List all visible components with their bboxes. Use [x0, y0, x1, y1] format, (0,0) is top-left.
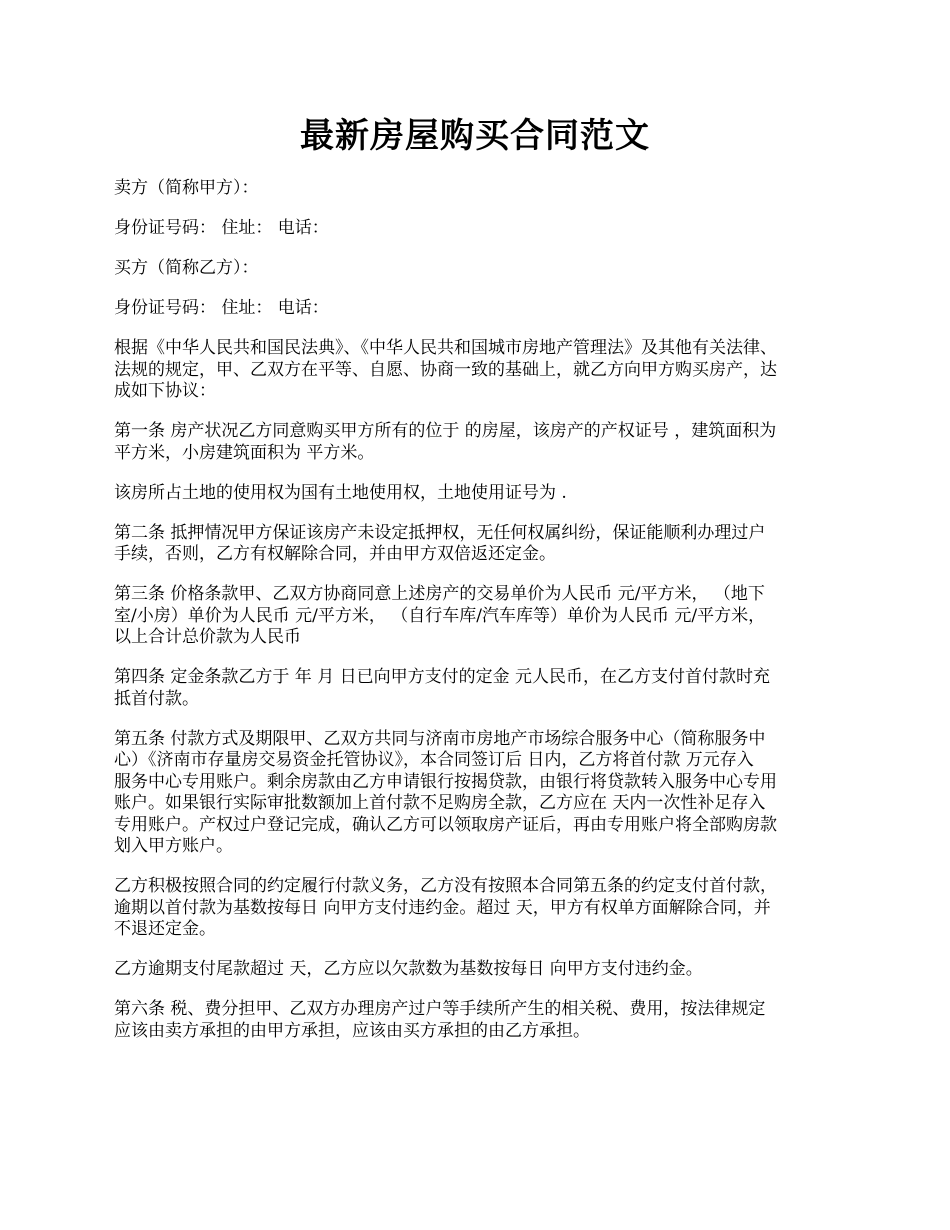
- paragraph-article-4: 第四条 定金条款乙方于 年 月 日已向甲方支付的定金 元人民币，在乙方支付首付款时充 抵首付款。: [114, 667, 771, 709]
- paragraph-preamble: 根据《中华人民共和国民法典》、《中华人民共和国城市房地产管理法》及其他有关法律、 法规的规定，甲、乙双方在平等、自愿、协商一致的基础上，就乙方向甲方购买房产，达 成如下协议：: [114, 338, 777, 401]
- paragraph-late-payment: 乙方逾期支付尾款超过 天，乙方应以欠款数为基数按每日 向甲方支付违约金。: [114, 959, 703, 979]
- paragraph-article-1: 第一条 房产状况乙方同意购买甲方所有的位于 的房屋，该房产的产权证号 ，建筑面积为 平方米，小房建筑面积为 平方米。: [114, 421, 777, 463]
- paragraph-article-6: 第六条 税、费分担甲、乙双方办理房产过户等手续所产生的相关税、费用，按法律规定 应该由卖方承担的由甲方承担，应该由买方承担的由乙方承担。: [114, 999, 766, 1041]
- paragraph-article-5: 第五条 付款方式及期限甲、乙双方共同与济南市房地产市场综合服务中心（简称服务中 心）《济南市存量房交易资金托管协议》，本合同签订后 日内，乙方将首付款 万元存入 服务中心专用账户。剩余房款由乙方申请银行按揭贷款，由银行将贷款转入服务中心专用 账户。如果银行实际审批数额加上首付款不足购房全款，乙方应在 天内一次性补足存入 专用账户。产权过户登记完成，确认乙方可以领取房产证后，再由专用账户将全部购房款 划入甲方账户。: [114, 728, 777, 856]
- paragraph-seller: 卖方（简称甲方）：: [114, 178, 259, 198]
- paragraph-seller-id: 身份证号码： 住址： 电话：: [114, 218, 329, 238]
- paragraph-article-2: 第二条 抵押情况甲方保证该房产未设定抵押权，无任何权属纠纷，保证能顺利办理过户 手续，否则，乙方有权解除合同，并由甲方双倍返还定金。: [114, 522, 766, 564]
- paragraph-article-3: 第三条 价格条款甲、乙双方协商同意上述房产的交易单价为人民币 元/平方米， （地下 室/小房）单价为人民币 元/平方米， （自行车库/汽车库等）单价为人民币 元/平方米， 以上合计总价款为人民币: [114, 584, 766, 647]
- paragraph-buyer: 买方（简称乙方）：: [114, 258, 259, 278]
- document-body: [114, 178, 854, 1061]
- paragraph-land-use: 该房所占土地的使用权为国有土地使用权，土地使用证号为 .: [114, 482, 567, 503]
- paragraph-buyer-id: 身份证号码： 住址： 电话：: [114, 298, 329, 318]
- document-title: 最新房屋购买合同范文: [300, 116, 650, 156]
- paragraph-payment-obligation: 乙方积极按照合同的约定履行付款义务，乙方没有按照本合同第五条的约定支付首付款， 逾期以首付款为基数按每日 向甲方支付违约金。超过 天，甲方有权单方面解除合同，并 不退还定金。: [114, 876, 777, 939]
